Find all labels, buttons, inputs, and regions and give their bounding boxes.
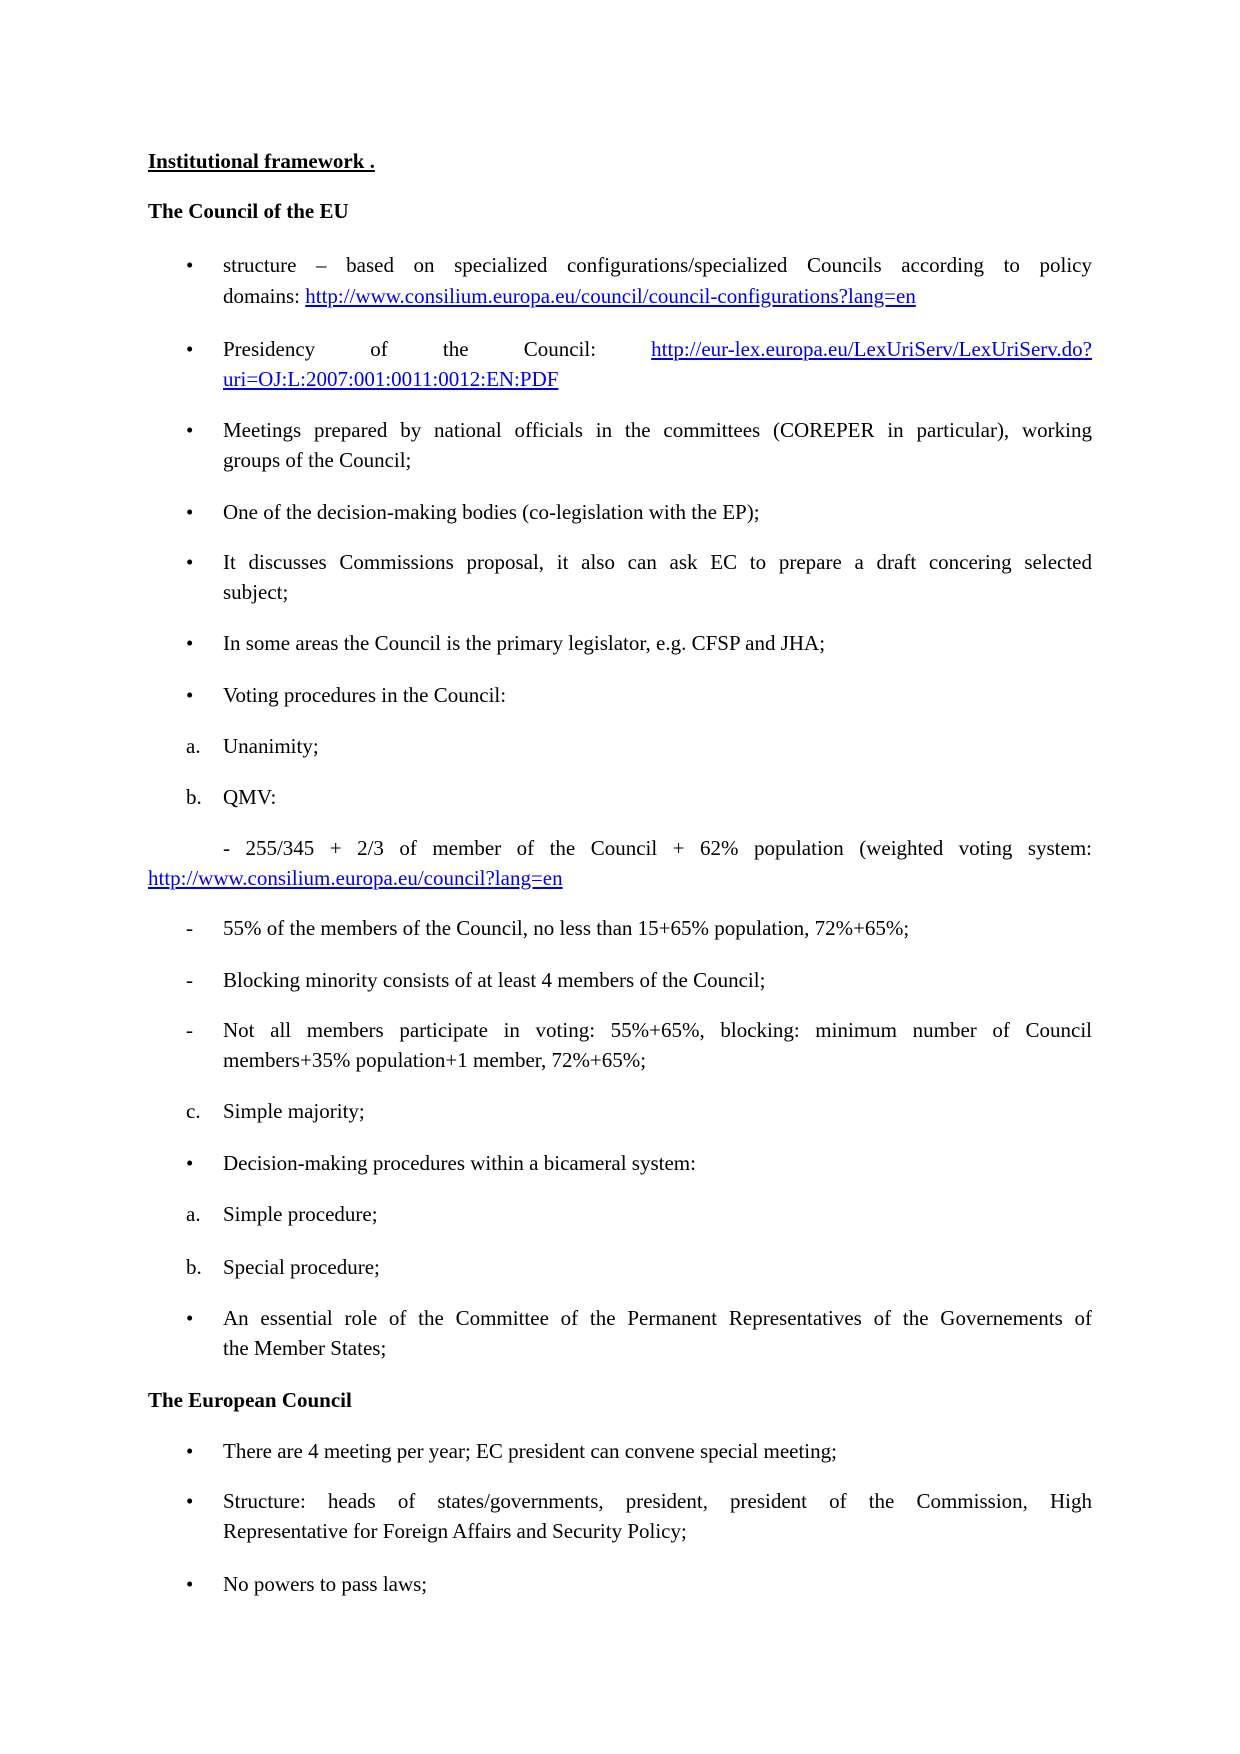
section-heading: The European Council (148, 1388, 352, 1412)
text-span: 55% of the members of the Council, no less than 15+65% population, 72%+65%; (223, 916, 910, 940)
list-item-line (223, 913, 1092, 943)
list-item-line (223, 577, 1092, 607)
bullet-icon: • (186, 418, 194, 442)
list-item-line (223, 1303, 1092, 1333)
text-span: Structure: heads of states/governments, president, president of the Commission, High (223, 1489, 1092, 1513)
bullet-icon: • (186, 1439, 194, 1463)
text-span: - 255/345 + 2/3 of member of the Council + 62% population (weighted voting system: (223, 836, 1092, 860)
text-span: Simple procedure; (223, 1202, 378, 1226)
bullet-icon: • (186, 337, 194, 361)
text-span: There are 4 meeting per year; EC president can convene special meeting; (223, 1439, 837, 1463)
list-item-line (223, 1569, 1092, 1599)
list-item-line (223, 250, 1092, 280)
text-span: structure – based on specialized configurations/specialized Councils according to policy (223, 253, 1092, 277)
text-span: subject; (223, 580, 289, 604)
text-span: In some areas the Council is the primary legislator, e.g. CFSP and JHA; (223, 631, 826, 655)
list-marker: b. (186, 785, 202, 809)
text-span: Blocking minority consists of at least 4 members of the Council; (223, 968, 766, 992)
list-marker: - (186, 916, 193, 940)
hyperlink[interactable]: http://www.consilium.europa.eu/council?lang=en (148, 866, 563, 890)
text-span: Meetings prepared by national officials in the committees (COREPER in particular), working (223, 418, 1092, 442)
text-span: groups of the Council; (223, 448, 412, 472)
list-item-line (223, 1516, 1092, 1546)
list-item-line (223, 334, 1092, 364)
text-span: domains: (223, 284, 306, 308)
text-span: Unanimity; (223, 734, 319, 758)
list-item-line (223, 1436, 1092, 1466)
list-item-line (223, 1486, 1092, 1516)
bullet-icon: • (186, 1306, 194, 1330)
bullet-icon: • (186, 1572, 194, 1596)
list-item-line (223, 445, 1092, 475)
list-item-line (223, 497, 1092, 527)
list-marker: a. (186, 734, 201, 758)
list-item-line (223, 1045, 1092, 1075)
text-span: Simple majority; (223, 1099, 365, 1123)
text-span: Representative for Foreign Affairs and Security Policy; (223, 1519, 687, 1543)
bullet-icon: • (186, 1489, 194, 1513)
list-item-line (223, 1252, 1092, 1282)
text-span: An essential role of the Committee of the Permanent Representatives of the Governements of (223, 1306, 1092, 1330)
hyperlink[interactable]: uri=OJ:L:2007:001:0011:0012:EN:PDF (223, 367, 559, 391)
list-marker: - (186, 1018, 193, 1042)
text-span: Voting procedures in the Council: (223, 683, 507, 707)
paragraph-line (148, 863, 1092, 893)
list-item-line (223, 1148, 1092, 1178)
list-item-line (223, 1333, 1092, 1363)
list-item-line (223, 547, 1092, 577)
text-span: Special procedure; (223, 1255, 380, 1279)
list-item-line (223, 415, 1092, 445)
text-span: One of the decision-making bodies (co-legislation with the EP); (223, 500, 760, 524)
list-marker: a. (186, 1202, 201, 1226)
hyperlink[interactable]: http://eur-lex.europa.eu/LexUriServ/LexUriServ.do? (651, 337, 1092, 361)
text-span: the Member States; (223, 1336, 387, 1360)
list-item-line (223, 1015, 1092, 1045)
list-marker: - (186, 968, 193, 992)
text-span: Not all members participate in voting: 55%+65%, blocking: minimum number of Council (223, 1018, 1092, 1042)
text-span: Decision-making procedures within a bicameral system: (223, 1151, 696, 1175)
paragraph-line (223, 833, 1092, 863)
section-heading: The Council of the EU (148, 199, 349, 223)
text-span: Presidency of the Council: (223, 337, 652, 361)
list-marker: b. (186, 1255, 202, 1279)
list-item-line (223, 628, 1092, 658)
list-item-line (223, 731, 1092, 761)
list-marker: c. (186, 1099, 201, 1123)
bullet-icon: • (186, 1151, 194, 1175)
list-item-line (223, 364, 1092, 394)
list-item-line (223, 965, 1092, 995)
list-item-line (223, 782, 1092, 812)
text-span: members+35% population+1 member, 72%+65%; (223, 1048, 647, 1072)
bullet-icon: • (186, 253, 194, 277)
list-item-line (223, 1096, 1092, 1126)
text-span: No powers to pass laws; (223, 1572, 428, 1596)
text-span: QMV: (223, 785, 277, 809)
list-item-line (223, 680, 1092, 710)
list-item-line (223, 281, 1092, 311)
bullet-icon: • (186, 550, 194, 574)
bullet-icon: • (186, 683, 194, 707)
bullet-icon: • (186, 631, 194, 655)
document-title: Institutional framework . (148, 149, 375, 173)
bullet-icon: • (186, 500, 194, 524)
text-span: It discusses Commissions proposal, it also can ask EC to prepare a draft concering selected (223, 550, 1092, 574)
hyperlink[interactable]: http://www.consilium.europa.eu/council/council-configurations?lang=en (305, 284, 916, 308)
list-item-line (223, 1199, 1092, 1229)
